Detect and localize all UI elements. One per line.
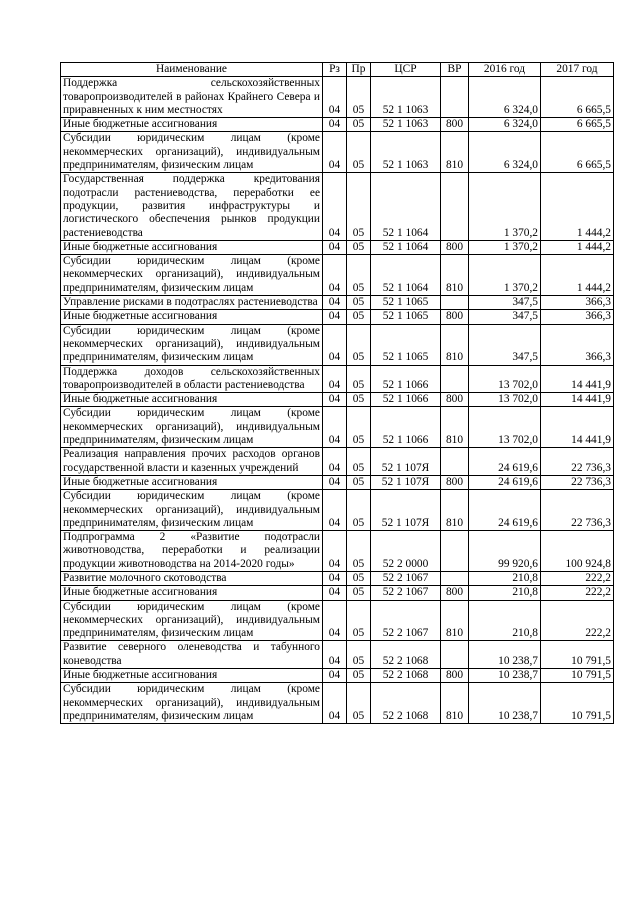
cell-csr: 52 1 1065 <box>371 296 441 310</box>
cell-y2016: 13 702,0 <box>469 407 541 448</box>
header-vr: ВР <box>441 63 469 77</box>
cell-pr: 05 <box>347 641 371 669</box>
cell-pr: 05 <box>347 173 371 240</box>
cell-name: Реализация направления прочих расходов органов государственной власти и казенных учреждений <box>61 448 323 476</box>
cell-y2017: 22 736,3 <box>541 475 614 489</box>
cell-pr: 05 <box>347 310 371 324</box>
cell-y2016: 99 920,6 <box>469 531 541 572</box>
cell-y2016: 13 702,0 <box>469 365 541 393</box>
cell-vr <box>441 77 469 118</box>
cell-y2016: 210,8 <box>469 600 541 641</box>
cell-vr: 810 <box>441 683 469 724</box>
cell-pr: 05 <box>347 324 371 365</box>
cell-y2016: 10 238,7 <box>469 641 541 669</box>
cell-rz: 04 <box>323 324 347 365</box>
cell-y2016: 6 324,0 <box>469 77 541 118</box>
cell-pr: 05 <box>347 77 371 118</box>
cell-y2017: 366,3 <box>541 310 614 324</box>
cell-csr: 52 1 107Я <box>371 475 441 489</box>
cell-vr <box>441 641 469 669</box>
cell-rz: 04 <box>323 173 347 240</box>
cell-name: Субсидии юридическим лицам (кроме некоммерческих организаций), индивидуальным предпринимателям, физическим лицам <box>61 324 323 365</box>
cell-csr: 52 2 1067 <box>371 586 441 600</box>
cell-name: Иные бюджетные ассигнования <box>61 475 323 489</box>
cell-y2016: 24 619,6 <box>469 448 541 476</box>
cell-csr: 52 1 1063 <box>371 118 441 132</box>
cell-y2017: 14 441,9 <box>541 407 614 448</box>
cell-csr: 52 2 1067 <box>371 571 441 585</box>
cell-pr: 05 <box>347 296 371 310</box>
table-row <box>61 132 614 173</box>
cell-pr: 05 <box>347 393 371 407</box>
cell-pr: 05 <box>347 365 371 393</box>
cell-name: Иные бюджетные ассигнования <box>61 240 323 254</box>
cell-pr: 05 <box>347 669 371 683</box>
cell-name: Управление рисками в подотраслях растениеводства <box>61 296 323 310</box>
header-name: Наименование <box>61 63 323 77</box>
cell-vr: 800 <box>441 475 469 489</box>
table-row <box>61 475 614 489</box>
cell-y2017: 1 444,2 <box>541 255 614 296</box>
table-row <box>61 393 614 407</box>
cell-rz: 04 <box>323 669 347 683</box>
cell-vr <box>441 173 469 240</box>
cell-rz: 04 <box>323 407 347 448</box>
cell-y2017: 10 791,5 <box>541 669 614 683</box>
cell-y2016: 347,5 <box>469 324 541 365</box>
cell-name: Иные бюджетные ассигнования <box>61 393 323 407</box>
table-row <box>61 173 614 240</box>
cell-pr: 05 <box>347 118 371 132</box>
cell-pr: 05 <box>347 531 371 572</box>
cell-csr: 52 2 1068 <box>371 683 441 724</box>
cell-rz: 04 <box>323 132 347 173</box>
cell-pr: 05 <box>347 490 371 531</box>
cell-name: Поддержка сельскохозяйственных товаропроизводителей в районах Крайнего Севера и приравненных к ним местностях <box>61 77 323 118</box>
budget-table-body <box>61 77 614 724</box>
table-row <box>61 296 614 310</box>
header-2017: 2017 год <box>541 63 614 77</box>
cell-rz: 04 <box>323 240 347 254</box>
cell-y2016: 10 238,7 <box>469 669 541 683</box>
cell-y2016: 347,5 <box>469 310 541 324</box>
table-row <box>61 324 614 365</box>
cell-vr: 810 <box>441 407 469 448</box>
table-row <box>61 310 614 324</box>
cell-name: Субсидии юридическим лицам (кроме некоммерческих организаций), индивидуальным предпринимателям, физическим лицам <box>61 600 323 641</box>
cell-y2016: 13 702,0 <box>469 393 541 407</box>
cell-y2017: 366,3 <box>541 324 614 365</box>
cell-vr: 800 <box>441 586 469 600</box>
cell-csr: 52 1 1066 <box>371 407 441 448</box>
cell-csr: 52 1 1065 <box>371 324 441 365</box>
cell-name: Субсидии юридическим лицам (кроме некоммерческих организаций), индивидуальным предпринимателям, физическим лицам <box>61 255 323 296</box>
table-row <box>61 407 614 448</box>
cell-rz: 04 <box>323 683 347 724</box>
cell-y2017: 6 665,5 <box>541 118 614 132</box>
cell-y2017: 22 736,3 <box>541 490 614 531</box>
cell-y2016: 1 370,2 <box>469 255 541 296</box>
cell-rz: 04 <box>323 118 347 132</box>
cell-y2017: 1 444,2 <box>541 240 614 254</box>
header-pr: Пр <box>347 63 371 77</box>
cell-vr: 800 <box>441 669 469 683</box>
cell-y2017: 6 665,5 <box>541 132 614 173</box>
cell-vr <box>441 296 469 310</box>
cell-vr: 800 <box>441 118 469 132</box>
table-row <box>61 448 614 476</box>
cell-name: Субсидии юридическим лицам (кроме некоммерческих организаций), индивидуальным предпринимателям, физическим лицам <box>61 132 323 173</box>
cell-name: Государственная поддержка кредитования подотрасли растениеводства, переработки ее продукции, развития инфраструктуры и логистического обеспечения рынков продукции растениеводства <box>61 173 323 240</box>
cell-vr <box>441 365 469 393</box>
cell-rz: 04 <box>323 490 347 531</box>
cell-y2016: 1 370,2 <box>469 173 541 240</box>
table-row <box>61 586 614 600</box>
table-row <box>61 255 614 296</box>
table-row <box>61 531 614 572</box>
cell-rz: 04 <box>323 586 347 600</box>
cell-y2017: 222,2 <box>541 600 614 641</box>
table-row <box>61 571 614 585</box>
cell-pr: 05 <box>347 571 371 585</box>
table-row <box>61 240 614 254</box>
cell-rz: 04 <box>323 77 347 118</box>
table-header <box>61 63 614 77</box>
cell-pr: 05 <box>347 600 371 641</box>
cell-name: Иные бюджетные ассигнования <box>61 310 323 324</box>
cell-csr: 52 1 1063 <box>371 132 441 173</box>
cell-y2016: 1 370,2 <box>469 240 541 254</box>
cell-rz: 04 <box>323 641 347 669</box>
cell-vr: 800 <box>441 393 469 407</box>
table-row <box>61 365 614 393</box>
cell-y2017: 22 736,3 <box>541 448 614 476</box>
cell-y2017: 100 924,8 <box>541 531 614 572</box>
cell-rz: 04 <box>323 600 347 641</box>
cell-name: Иные бюджетные ассигнования <box>61 118 323 132</box>
cell-rz: 04 <box>323 531 347 572</box>
cell-y2017: 10 791,5 <box>541 641 614 669</box>
cell-pr: 05 <box>347 407 371 448</box>
table-row <box>61 118 614 132</box>
header-rz: Рз <box>323 63 347 77</box>
cell-csr: 52 1 1065 <box>371 310 441 324</box>
table-row <box>61 683 614 724</box>
cell-csr: 52 1 107Я <box>371 490 441 531</box>
table-row <box>61 600 614 641</box>
cell-name: Развитие северного оленеводства и табунного коневодства <box>61 641 323 669</box>
cell-rz: 04 <box>323 448 347 476</box>
cell-name: Субсидии юридическим лицам (кроме некоммерческих организаций), индивидуальным предпринимателям, физическим лицам <box>61 407 323 448</box>
cell-vr: 800 <box>441 240 469 254</box>
cell-y2016: 347,5 <box>469 296 541 310</box>
cell-y2016: 24 619,6 <box>469 475 541 489</box>
cell-y2017: 222,2 <box>541 586 614 600</box>
cell-rz: 04 <box>323 393 347 407</box>
cell-y2017: 222,2 <box>541 571 614 585</box>
cell-rz: 04 <box>323 255 347 296</box>
cell-csr: 52 1 1064 <box>371 240 441 254</box>
cell-csr: 52 2 1068 <box>371 641 441 669</box>
cell-vr: 810 <box>441 324 469 365</box>
header-2016: 2016 год <box>469 63 541 77</box>
cell-rz: 04 <box>323 365 347 393</box>
cell-name: Иные бюджетные ассигнования <box>61 586 323 600</box>
cell-vr <box>441 571 469 585</box>
cell-y2017: 366,3 <box>541 296 614 310</box>
cell-pr: 05 <box>347 586 371 600</box>
cell-y2017: 10 791,5 <box>541 683 614 724</box>
table-row <box>61 77 614 118</box>
table-row <box>61 669 614 683</box>
cell-csr: 52 1 107Я <box>371 448 441 476</box>
cell-name: Иные бюджетные ассигнования <box>61 669 323 683</box>
cell-y2016: 210,8 <box>469 571 541 585</box>
cell-csr: 52 1 1066 <box>371 365 441 393</box>
cell-y2016: 10 238,7 <box>469 683 541 724</box>
cell-name: Субсидии юридическим лицам (кроме некоммерческих организаций), индивидуальным предпринимателям, физическим лицам <box>61 683 323 724</box>
cell-csr: 52 1 1064 <box>371 255 441 296</box>
cell-vr: 810 <box>441 255 469 296</box>
cell-name: Субсидии юридическим лицам (кроме некоммерческих организаций), индивидуальным предпринимателям, физическим лицам <box>61 490 323 531</box>
cell-vr: 810 <box>441 132 469 173</box>
cell-pr: 05 <box>347 132 371 173</box>
cell-pr: 05 <box>347 448 371 476</box>
cell-rz: 04 <box>323 310 347 324</box>
cell-y2017: 6 665,5 <box>541 77 614 118</box>
cell-name: Поддержка доходов сельскохозяйственных товаропроизводителей в области растениеводства <box>61 365 323 393</box>
cell-y2016: 24 619,6 <box>469 490 541 531</box>
cell-y2016: 6 324,0 <box>469 132 541 173</box>
cell-pr: 05 <box>347 255 371 296</box>
cell-pr: 05 <box>347 240 371 254</box>
cell-csr: 52 2 0000 <box>371 531 441 572</box>
cell-rz: 04 <box>323 571 347 585</box>
table-row <box>61 641 614 669</box>
header-csr: ЦСР <box>371 63 441 77</box>
cell-rz: 04 <box>323 475 347 489</box>
cell-vr: 800 <box>441 310 469 324</box>
cell-name: Подпрограмма 2 «Развитие подотрасли животноводства, переработки и реализации продукции животноводства на 2014-2020 годы» <box>61 531 323 572</box>
cell-rz: 04 <box>323 296 347 310</box>
table-row <box>61 490 614 531</box>
cell-vr <box>441 448 469 476</box>
cell-pr: 05 <box>347 475 371 489</box>
cell-vr <box>441 531 469 572</box>
cell-csr: 52 1 1064 <box>371 173 441 240</box>
cell-csr: 52 1 1066 <box>371 393 441 407</box>
budget-table <box>60 62 614 724</box>
cell-vr: 810 <box>441 490 469 531</box>
cell-y2017: 14 441,9 <box>541 365 614 393</box>
cell-name: Развитие молочного скотоводства <box>61 571 323 585</box>
cell-y2016: 210,8 <box>469 586 541 600</box>
cell-y2017: 1 444,2 <box>541 173 614 240</box>
header-row <box>61 63 614 77</box>
cell-vr: 810 <box>441 600 469 641</box>
cell-csr: 52 2 1067 <box>371 600 441 641</box>
cell-pr: 05 <box>347 683 371 724</box>
cell-y2016: 6 324,0 <box>469 118 541 132</box>
cell-csr: 52 2 1068 <box>371 669 441 683</box>
cell-csr: 52 1 1063 <box>371 77 441 118</box>
cell-y2017: 14 441,9 <box>541 393 614 407</box>
